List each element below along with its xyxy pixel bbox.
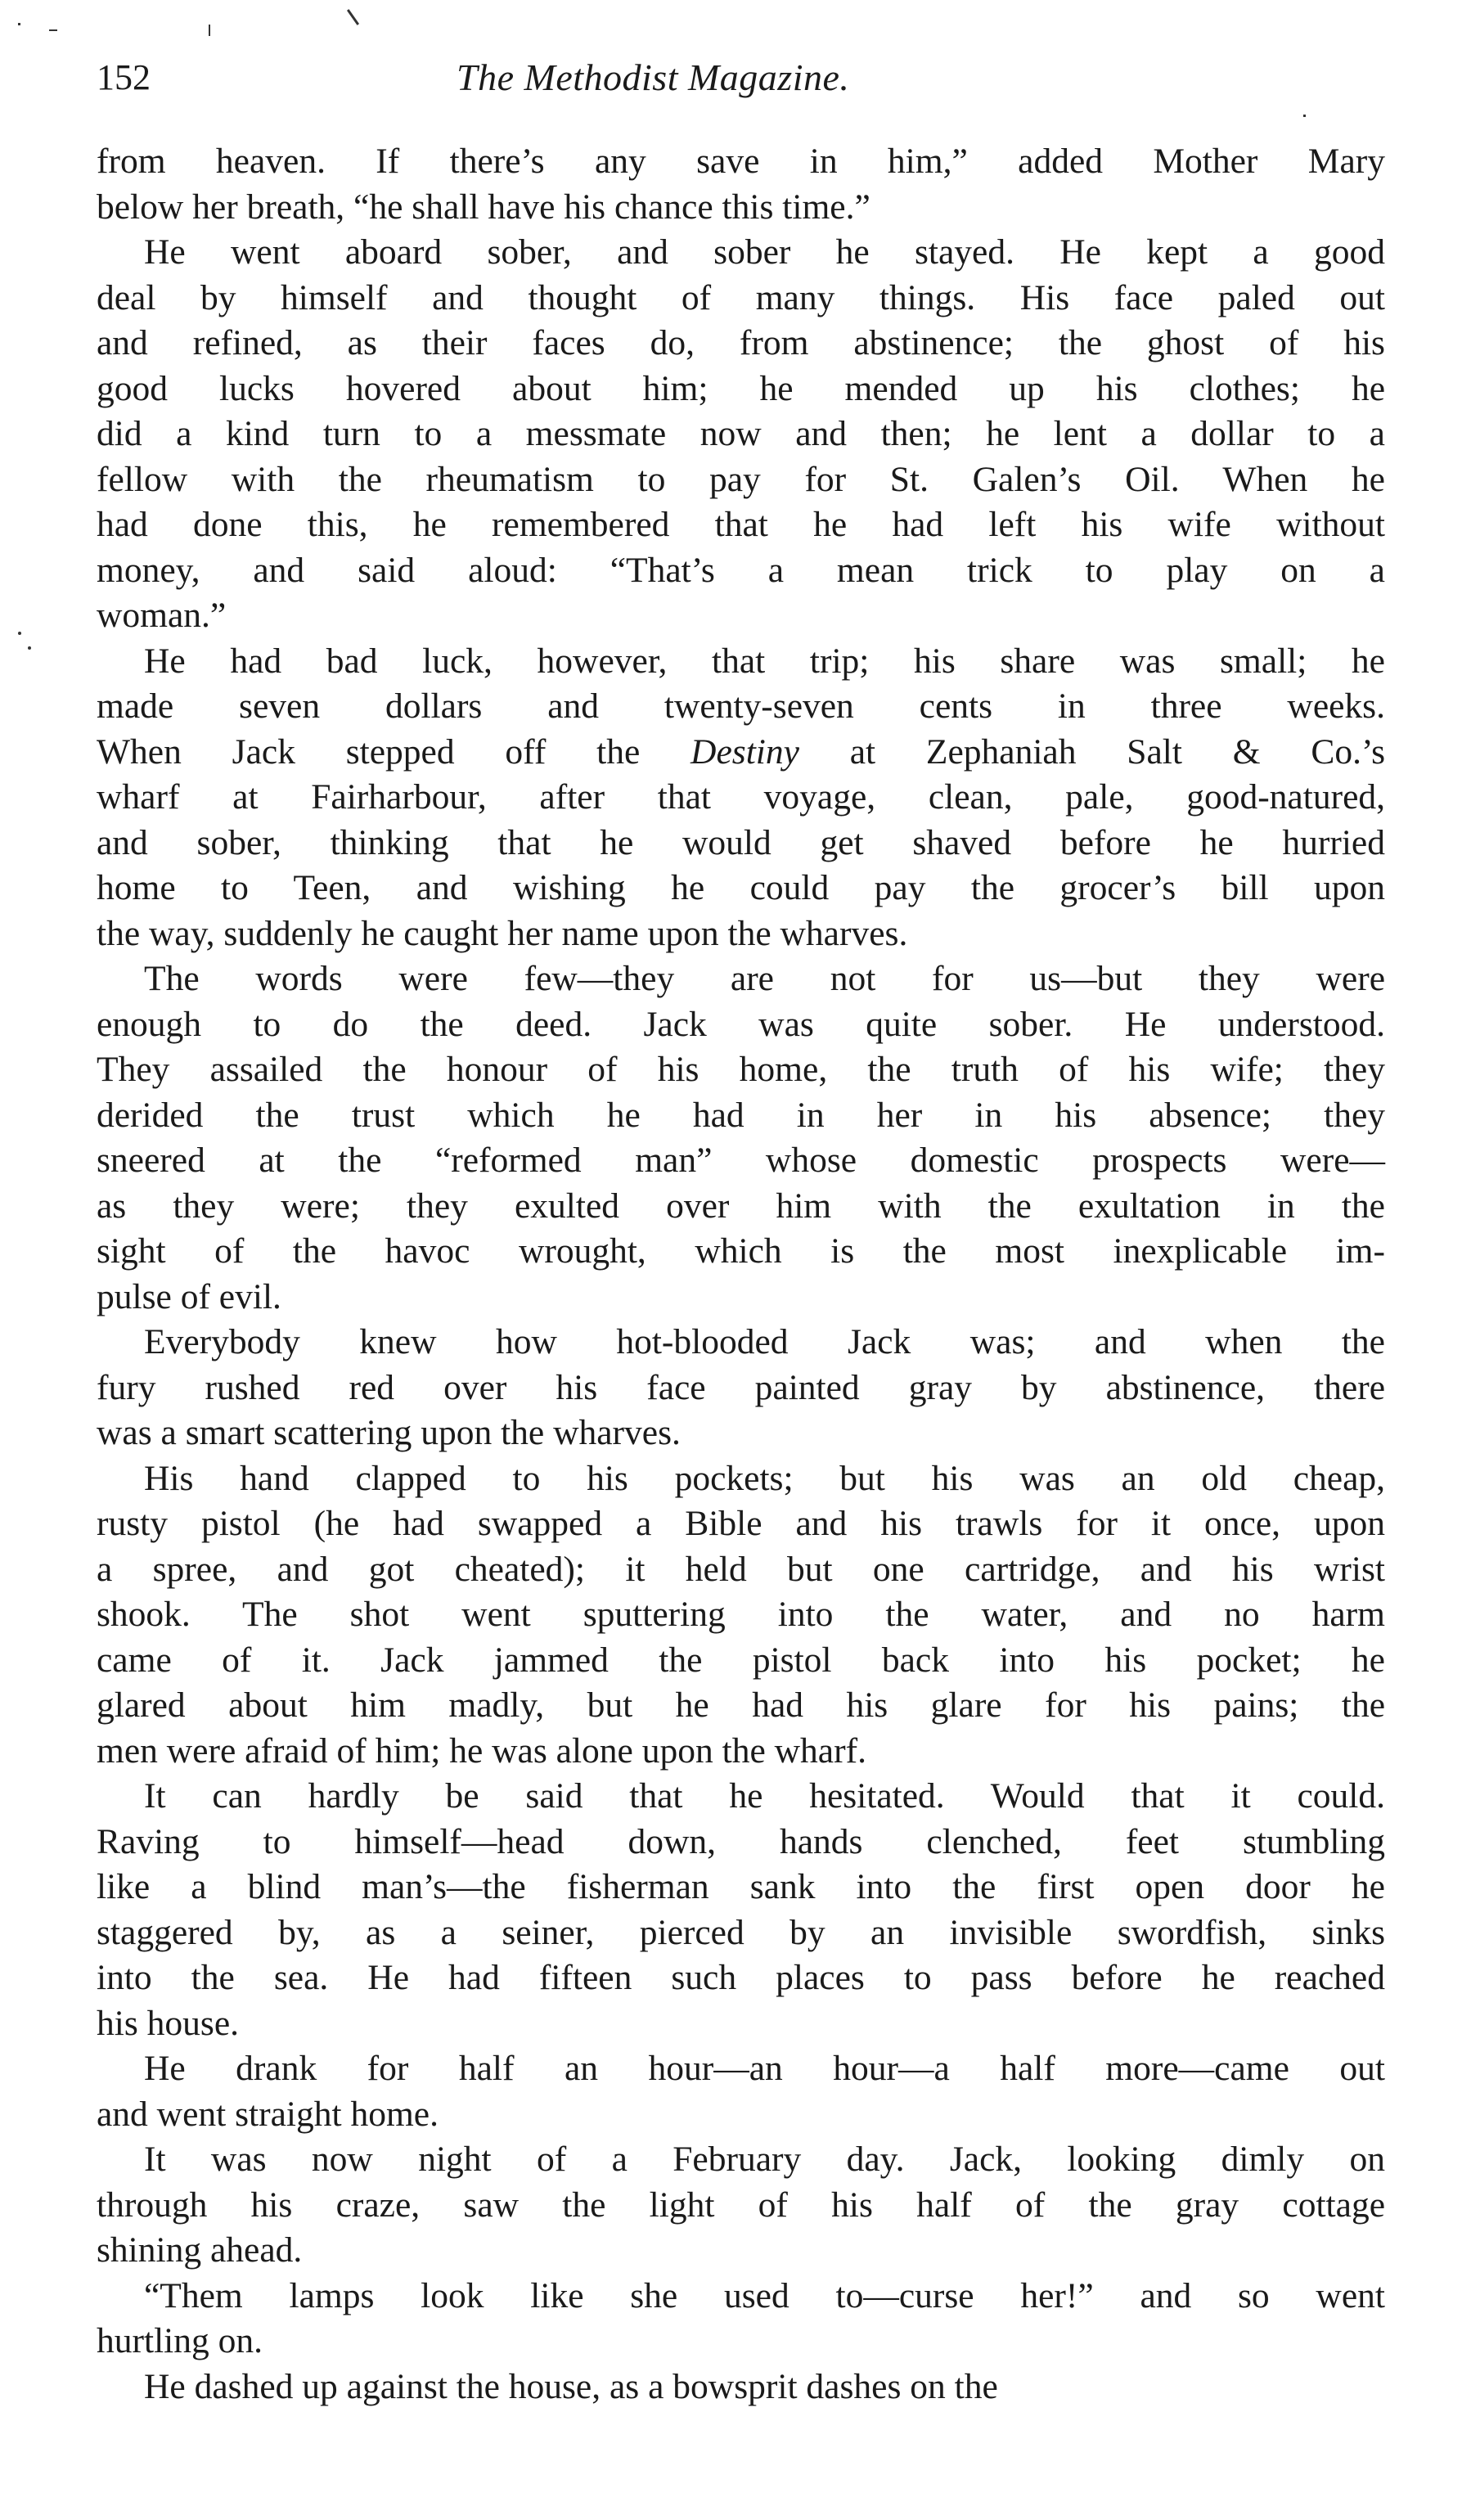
text-line: staggered by, as a seiner, pierced by an invisible swordfish, sinks (97, 1912, 1385, 1952)
paragraph (97, 2365, 1385, 2410)
italic-text: Destiny (691, 731, 799, 772)
scan-speck (49, 29, 57, 31)
text-line: derided the trust which he had in her in his absence; they (97, 1095, 1385, 1135)
text-line: hurtling on. (97, 2321, 263, 2360)
text-line: good lucks hovered about him; he mended up his clothes; he (97, 368, 1385, 408)
text-line: his house. (97, 2003, 239, 2043)
text-line: Raving to himself—head down, hands clenched, feet stumbling (97, 1821, 1385, 1861)
text-line: His hand clapped to his pockets; but his was an old cheap, (144, 1458, 1385, 1498)
text-line: deal by himself and thought of many things. His face paled out (97, 277, 1385, 317)
text-line: pulse of evil. (97, 1276, 281, 1316)
paragraph (97, 2046, 1385, 2137)
text-line: It was now night of a February day. Jack, looking dimly on (144, 2140, 1385, 2179)
text-line: They assailed the honour of his home, the truth of his wife; they (97, 1050, 1385, 1089)
text-line: sight of the havoc wrought, which is the most inexplicable im- (97, 1231, 1385, 1271)
text-line: below her breath, “he shall have his chance this time.” (97, 187, 870, 227)
text-line: as they were; they exulted over him with the exultation in the (97, 1186, 1385, 1226)
text-line: rusty pistol (he had swapped a Bible and his trawls for it once, upon (97, 1504, 1385, 1543)
text-line: He had bad luck, however, that trip; his share was small; he (144, 641, 1385, 681)
text-line: and went straight home. (97, 2094, 439, 2134)
text-line: “Them lamps look like she used to—curse her!” and so went (144, 2275, 1385, 2315)
paragraph (97, 1456, 1385, 1775)
text-line: like a blind man’s—the fisherman sank into the first open door he (97, 1867, 1385, 1906)
paragraph (97, 956, 1385, 1320)
text-line: When Jack stepped off the Destiny at Zephaniah Salt & Co.’s (97, 731, 1385, 772)
paragraph (97, 2137, 1385, 2274)
text-line: He drank for half an hour—an hour—a half more—came out (144, 2049, 1385, 2088)
text-line: sneered at the “reformed man” whose domestic prospects were— (97, 1141, 1385, 1180)
text-line: into the sea. He had fifteen such places to pass before he reached (97, 1958, 1385, 1997)
scan-speck (1303, 115, 1306, 117)
scan-speck (18, 632, 21, 635)
page-number: 152 (97, 57, 151, 97)
text-line: a spree, and got cheated); it held but one cartridge, and his wrist (97, 1549, 1385, 1589)
scan-speck (347, 9, 359, 25)
text-line: He dashed up against the house, as a bowsprit dashes on the (144, 2366, 998, 2406)
paragraph (97, 230, 1385, 639)
scan-speck (209, 25, 210, 36)
text-line: Everybody knew how hot-blooded Jack was; and when the (144, 1322, 1385, 1361)
text-line: through his craze, saw the light of his half of the gray cottage (97, 2185, 1385, 2225)
paragraph (97, 1774, 1385, 2046)
text-line: wharf at Fairharbour, after that voyage, clean, pale, good-natured, (97, 777, 1385, 817)
text-line: The words were few—they are not for us—but they were (144, 959, 1385, 998)
text-line: and sober, thinking that he would get shaved before he hurried (97, 822, 1385, 862)
text-line: came of it. Jack jammed the pistol back into his pocket; he (97, 1640, 1385, 1680)
scan-speck (28, 646, 31, 650)
text-line: made seven dollars and twenty-seven cents in three weeks. (97, 686, 1385, 726)
text-line: shining ahead. (97, 2230, 303, 2270)
text-line: did a kind turn to a messmate now and then; he lent a dollar to a (97, 414, 1385, 453)
text-line: money, and said aloud: “That’s a mean trick to play on a (97, 550, 1385, 590)
paragraph (97, 1320, 1385, 1456)
text-line: shook. The shot went sputtering into the water, and no harm (97, 1595, 1385, 1634)
text-line: He went aboard sober, and sober he stayed. He kept a good (144, 232, 1385, 272)
text-line: enough to do the deed. Jack was quite sober. He understood. (97, 1004, 1385, 1044)
text-line: the way, suddenly he caught her name upon the wharves. (97, 913, 908, 953)
text-line: had done this, he remembered that he had left his wife without (97, 505, 1385, 544)
text-line: from heaven. If there’s any save in him,” added Mother Mary (97, 142, 1385, 181)
text-line: fellow with the rheumatism to pay for St. Galen’s Oil. When he (97, 459, 1385, 499)
paragraph (97, 639, 1385, 957)
text-line: woman.” (97, 596, 227, 635)
text-line: glared about him madly, but he had his glare for his pains; the (97, 1685, 1385, 1725)
page-header (97, 49, 1389, 106)
text-line: It can hardly be said that he hesitated. Would that it could. (144, 1776, 1385, 1816)
text-line: home to Teen, and wishing he could pay the grocer’s bill upon (97, 868, 1385, 907)
paragraph (97, 139, 1385, 230)
scan-speck (18, 23, 20, 25)
article-body (97, 139, 1385, 2410)
running-title: The Methodist Magazine. (457, 56, 850, 98)
paragraph (97, 2274, 1385, 2365)
text-line: and refined, as their faces do, from abstinence; the ghost of his (97, 323, 1385, 362)
text-line: was a smart scattering upon the wharves. (97, 1413, 681, 1452)
text-line: men were afraid of him; he was alone upon the wharf. (97, 1730, 866, 1771)
text-line: fury rushed red over his face painted gray by abstinence, there (97, 1367, 1385, 1407)
